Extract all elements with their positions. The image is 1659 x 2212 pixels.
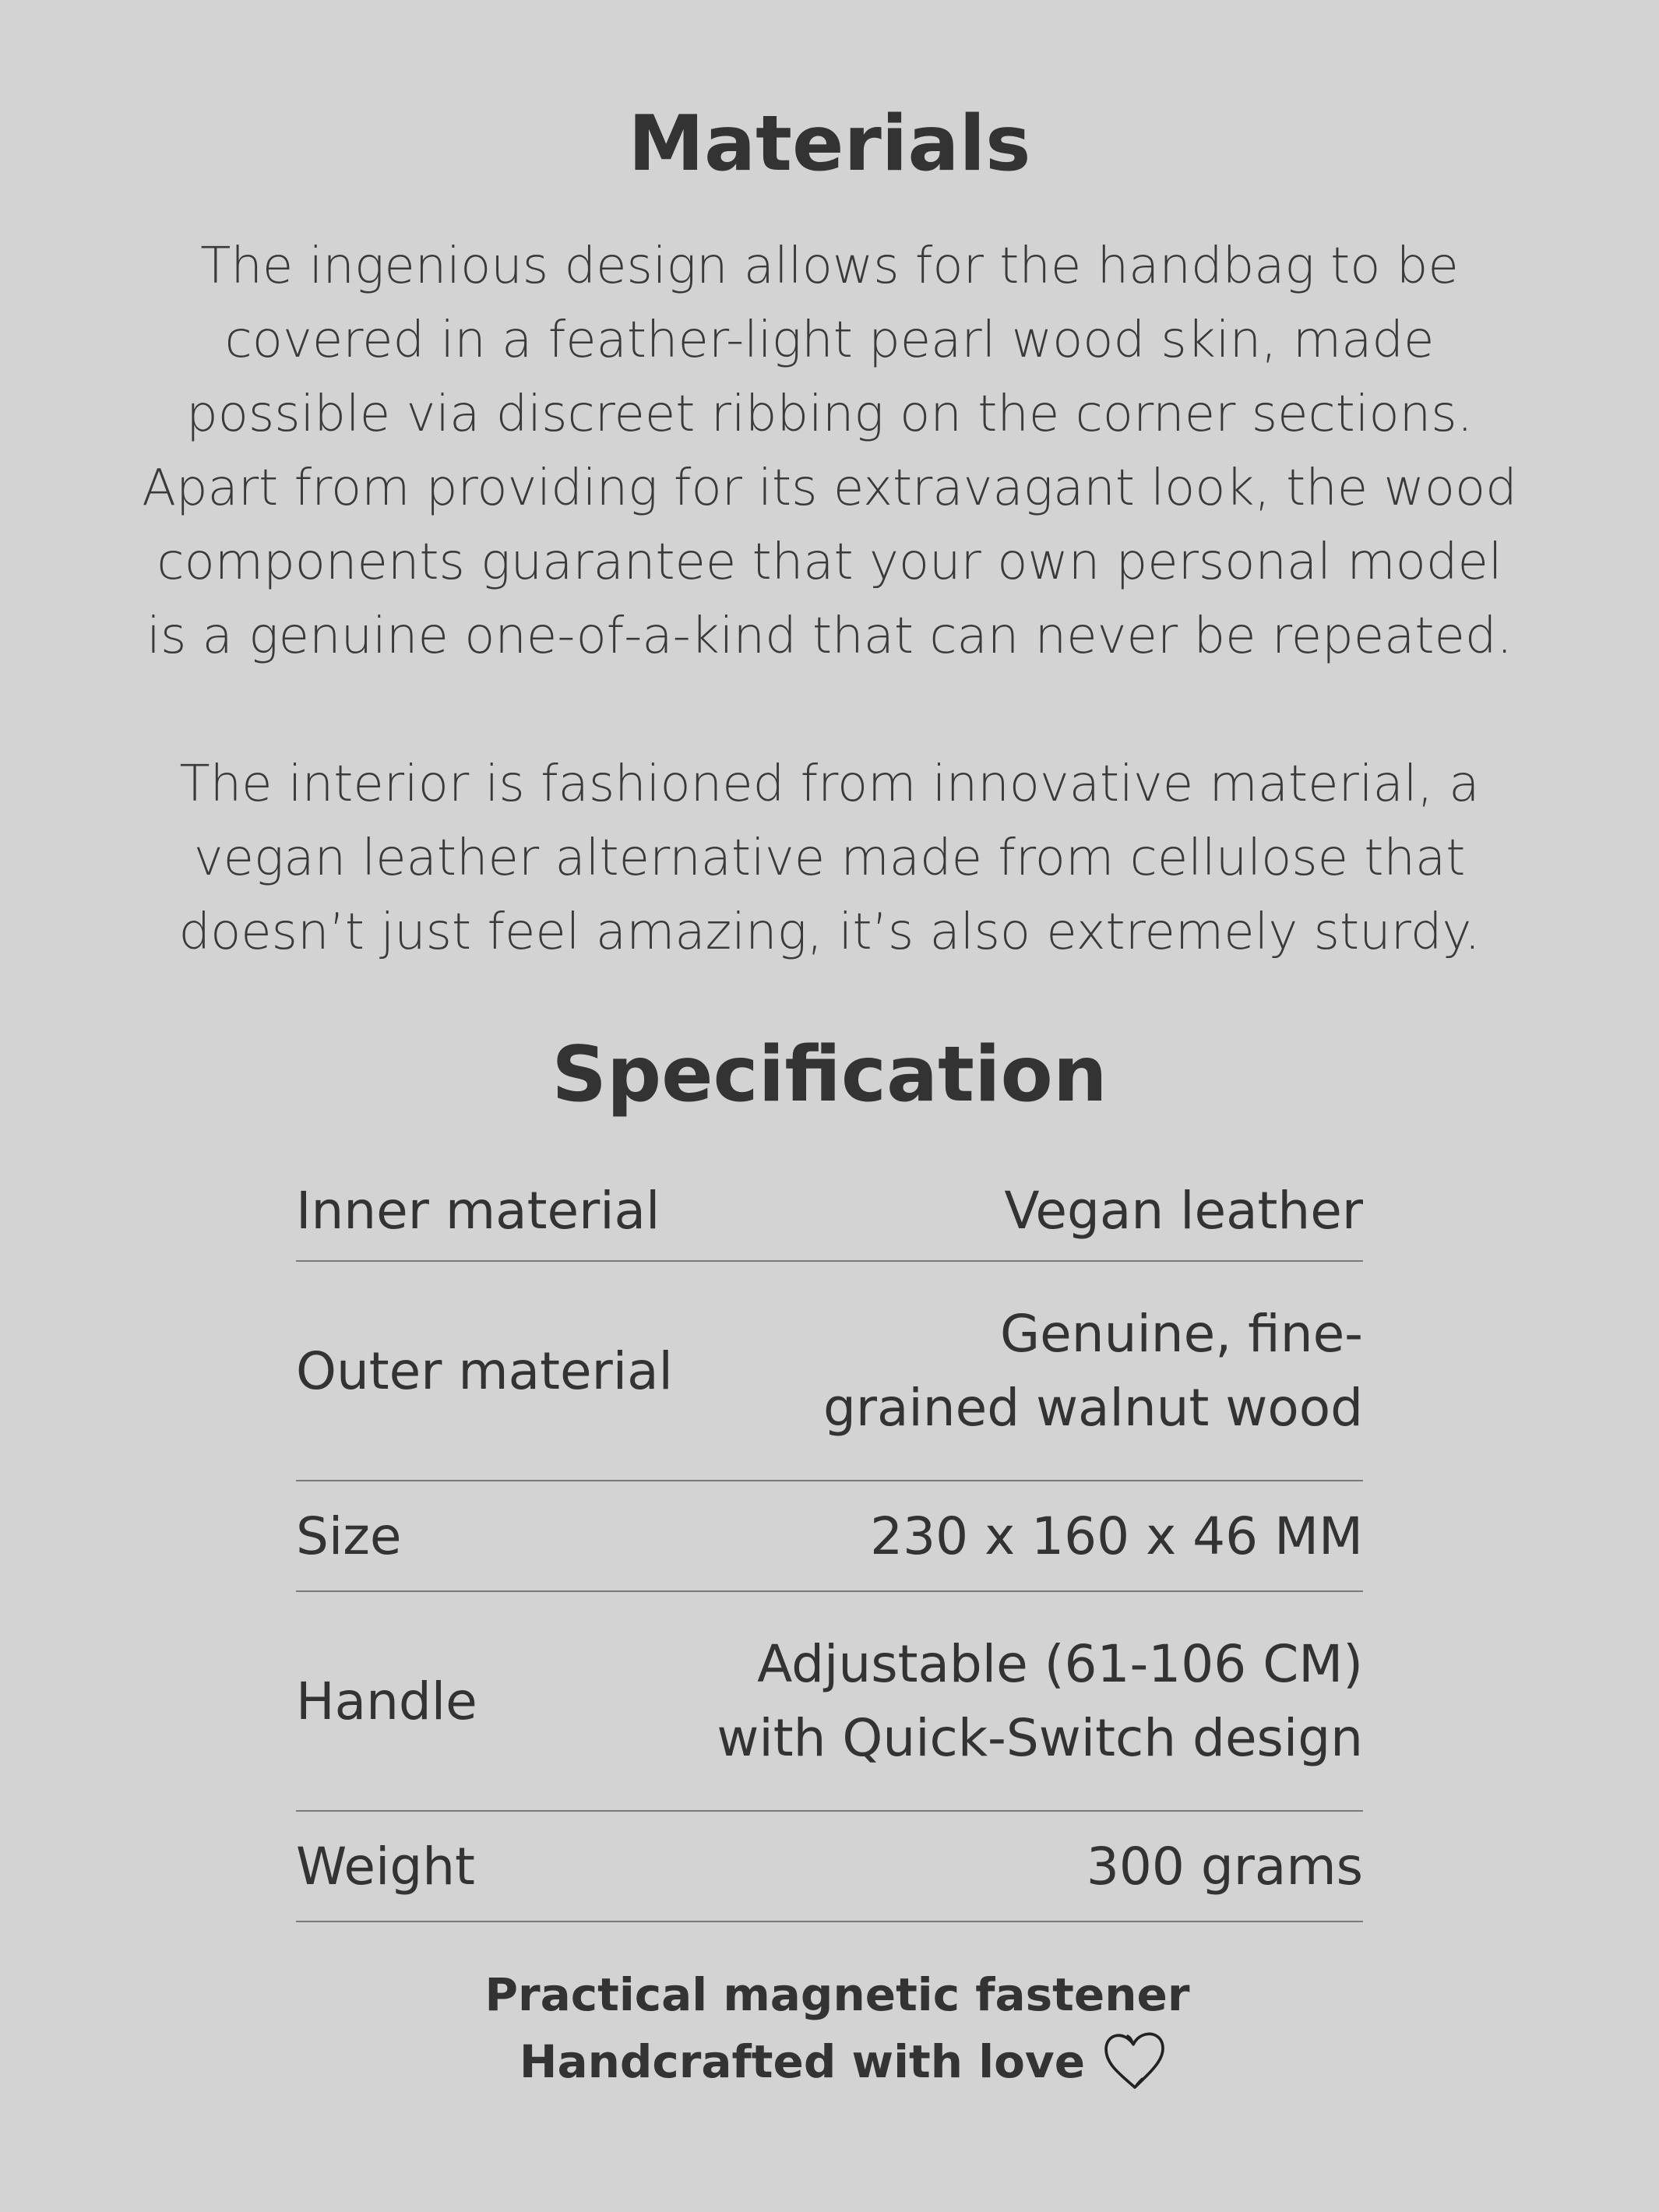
paragraph-line: Apart from providing for its extravagant look, the wood: [142, 460, 1517, 517]
spec-value-line: Adjustable (61-106 CM): [757, 1634, 1363, 1694]
spec-row-weight: [296, 1812, 1363, 1922]
spec-label: Outer material: [296, 1340, 673, 1401]
spec-row-outer-material: [296, 1262, 1363, 1481]
footer-notes: [0, 1961, 1659, 2101]
footer-line-handcrafted: [0, 2028, 1659, 2101]
spec-value: [870, 1499, 1363, 1573]
spec-value-line: with Quick-Switch design: [717, 1708, 1363, 1768]
paragraph-line: components guarantee that your own personal model: [157, 534, 1502, 591]
spec-value: [1004, 1174, 1363, 1248]
spec-label: Inner material: [296, 1180, 660, 1241]
materials-paragraph-2: [125, 748, 1534, 970]
paragraph-line: doesn’t just feel amazing, it’s also extremely sturdy.: [178, 903, 1481, 961]
spec-row-size: [296, 1481, 1363, 1592]
heart-icon: [1099, 2024, 1171, 2096]
spec-value-line: grained walnut wood: [822, 1378, 1363, 1438]
paragraph-line: The ingenious design allows for the handbag to be: [200, 238, 1459, 295]
spec-value: [1087, 1830, 1363, 1904]
materials-title: Materials: [628, 100, 1031, 188]
spec-label: Weight: [296, 1836, 475, 1897]
paragraph-line: possible via discreet ribbing on the corner sections.: [186, 386, 1473, 443]
spec-label: Handle: [296, 1671, 477, 1731]
specification-table: [296, 1161, 1363, 1922]
spec-label: Size: [296, 1506, 402, 1566]
paragraph-line: vegan leather alternative made from cellulose that: [193, 830, 1466, 887]
spec-value: [823, 1297, 1363, 1445]
spec-value: [717, 1627, 1363, 1775]
footer-handcrafted-text: Handcrafted with love: [519, 2035, 1086, 2088]
spec-row-inner-material: [296, 1161, 1363, 1262]
paragraph-line: is a genuine one-of-a-kind that can never be repeated.: [146, 608, 1513, 665]
spec-value-line: 230 x 160 x 46 MM: [870, 1506, 1363, 1566]
specification-title: Specification: [551, 1030, 1108, 1119]
footer-line-fastener: Practical magnetic fastener: [484, 1968, 1190, 2021]
spec-row-handle: [296, 1592, 1363, 1812]
paragraph-line: covered in a feather-light pearl wood skin, made: [224, 312, 1435, 369]
materials-paragraph-1: [125, 230, 1534, 674]
paragraph-line: The interior is fashioned from innovative material, a: [179, 756, 1480, 813]
spec-value-line: Vegan leather: [1004, 1180, 1363, 1241]
spec-value-line: Genuine, fine-: [1000, 1304, 1363, 1364]
spec-value-line: 300 grams: [1086, 1836, 1363, 1897]
